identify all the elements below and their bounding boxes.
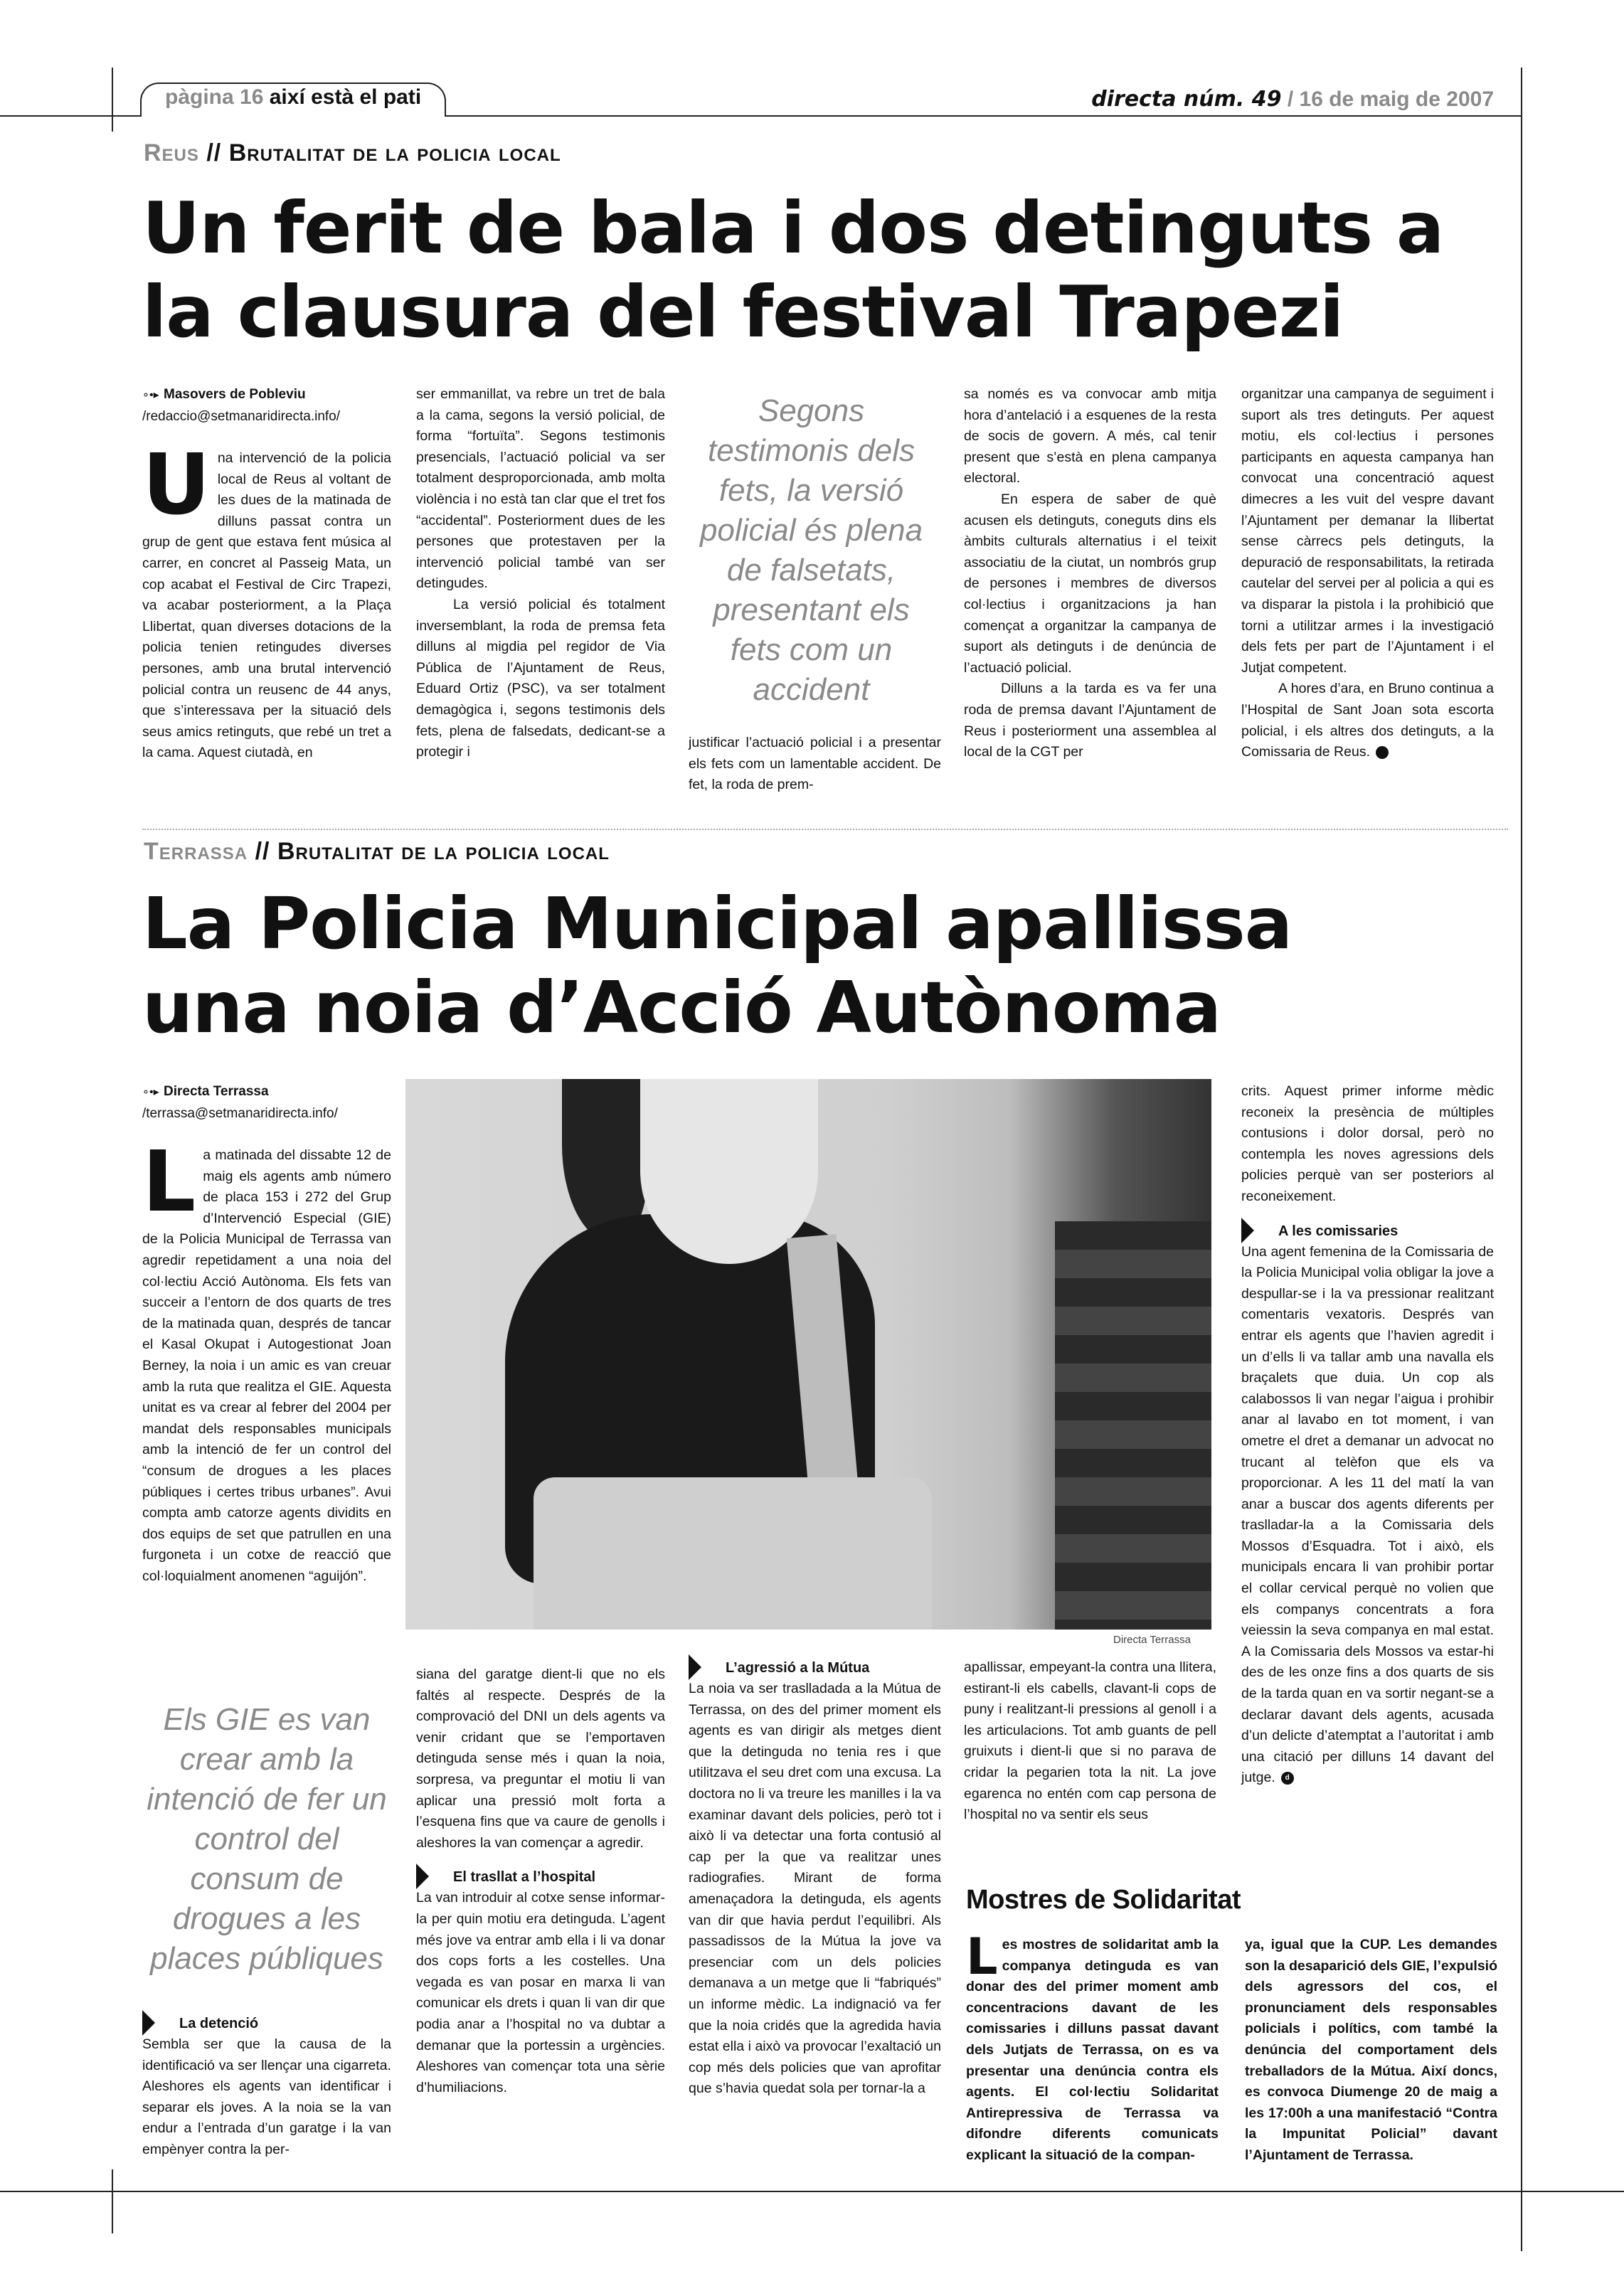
triangle-right-icon <box>142 2010 155 2036</box>
eye-pointer-icon: ∘•▸ <box>142 1086 159 1098</box>
body-text: A hores d’ara, en Bruno continua a l’Hospital de Sant Joan sota escorta policial, i els altres dos detinguts, a la Comissaria de Reus. <box>1241 681 1494 760</box>
sidebar-column-1 <box>966 1928 1219 2167</box>
body-text: sa només es va convocar amb mitja hora d’antelació i a esquenes de la resta de socis de govern. A més, cal tenir present que s’està en plena campanya electoral. <box>964 386 1216 487</box>
body-text: La van introduir al cotxe sense informar-la per quin motiu era detinguda. L’agent més jove va entrar amb ella i li va donar dos cops forts a les costelles. Una vegada es van posar en marxa li van comunicar els drets i quan li van dir que podia anar a l’hospital no va dubtar a demanar que la portessin a urgències. Aleshores van començar tota una sèrie d’humiliacions. <box>416 1890 665 2095</box>
publication-date: / 16 de maig de 2007 <box>1287 87 1494 111</box>
bottom-left-crop-mark <box>112 2169 113 2233</box>
dropcap: L <box>142 1132 196 1231</box>
article-separator <box>142 829 1508 830</box>
body-text: Dilluns a la tarda es va fer una roda de premsa davant l’Ajuntament de Reus i posteriorment una assemblea al local de la CGT per <box>964 681 1216 760</box>
triangle-right-icon <box>1241 1218 1254 1243</box>
body-text: organitzar una campanya de seguiment i suport als tres detinguts. Per aquest motiu, els col·lectius i persones participants en aquesta campanya han convocat una concentració aquest dimecres a les vuit del vespre davant l’Ajuntament per demanar la llibertat sense càrrecs pels detinguts, la depuració de responsabilitats, la retirada cautelar del servei per al policia a qui es va disparar la pistola i la prohibició que torni a utilitzar armes i la investigació dels fets per part de l’Ajuntament i el Jutjat competent. <box>1241 386 1494 676</box>
page-header-left <box>165 85 421 110</box>
publication-issue: directa núm. 49 <box>1091 87 1282 112</box>
body-text: a matinada del dissabte 12 de maig els agents amb número de placa 153 i 272 del Grup d’Intervenció Especial (GIE) de la Policia Municipal de Terrassa van agredir repetidament a una noia del col·lectiu Acció Autònoma. Els fets van succeir a l’entorn de dos quarts de tres de la matinada quan, després de tancar el Kasal Okupat i Autogestionat Joan Berney, la noia i un amic es van creuar amb la ruta que realitza el GIE. Aquesta unitat es va crear al febrer del 2004 per mandat dels responsables municipals amb la intenció de fer un control del “consum de drogues a les places públiques i certes tribus urbanes”. Avui compta amb catorze agents dividits en dos equips de set que patrullen en una furgoneta i un cotxe de reacció que col·loquialment anomenen “aguijón”. <box>142 1147 391 1584</box>
article2-headline: La Policia Municipal apallissa una noia d’Acció Autònoma <box>142 882 1293 1049</box>
body-text: na intervenció de la policia local de Reus al voltant de les dues de la matinada de dilluns passat contra un grup de gent que estava fent música al carrer, en concret al Passeig Mata, un cop acabat el Festival de Circ Trapezi, va acabar posteriorment, a la Plaça Llibertat, quan diverses dotacions de la policia tenien retingudes diverses persones, amb una brutal intervenció policial contra un reusenc de 44 anys, que s’interessava per la situació dels seus amics retinguts, que rebé un tret a la cama. Aquest ciutadà, en <box>142 450 391 761</box>
article1-column-3 <box>689 733 941 796</box>
article1-column-4 <box>964 384 1216 763</box>
body-text: La versió policial és totalment inversemblant, la roda de premsa feta dilluns al migdia pel regidor de Via Pública de l’Ajuntament de Reus, Eduard Ortiz (PSC), va ser totalment demagògica i, segons testimonis dels fets, plena de falsedats, dedicant-se a protegir i <box>416 596 665 760</box>
body-text: es mostres de solidaritat amb la companya detinguda es van donar des del primer moment amb concentracions davant de les comissaries i dilluns passat davant dels Jutjats de Terrassa, on es va presentar una denúncia contra els agents. El col·lectiu Solidaritat Antirepressiva de Terrassa va difondre diferents comunicats explicant la situació de la compan- <box>966 1937 1219 2163</box>
body-text: La noia va ser traslladada a la Mútua de Terrassa, on des del primer moment els agents es van dirigir als metges dient que la detinguda no tenia res i que utilitzava el seu dret com una excusa. La doctora no li va treure les manilles i la va examinar davant dels policies, però tot i això li va detectar una forta contusió al cap per la que va realitzar unes radiografies. Mirant de forma amenaçadora la detinguda, els agents van dir que havia perdut l’equilibri. Als passadissos de la Mútua la jove va presenciar com un dels policies demanava a un metge que li “fabriqués” un informe mèdic. La indignació va fer que la noia cridés que la agredida havia estat ella i això va provocar l’exaltació un cop més dels policies que van aprofitar que s’havia quedat sola per tornar-la a <box>689 1681 941 2097</box>
subhead-la-detencio <box>142 2013 391 2034</box>
article2-pullquote: Els GIE es van crear amb la intenció de fer un control del consum de drogues a les places públiques <box>147 1702 387 1976</box>
body-text: En espera de saber de què acusen els detinguts, coneguts dins els àmbits culturals alternatius i el teixit associatiu de la ciutat, un nombrós grup de persones i membres de diversos col·lectius i organitzacions ja han començat a organitzar la campanya de suport als detinguts i de denúncia de l’actuació policial. <box>964 491 1216 676</box>
article2-column-4 <box>964 1657 1216 1826</box>
subhead-trasllat <box>416 1866 665 1888</box>
subhead-text: La detenció <box>179 2016 259 2031</box>
body-text: justificar l’actuació policial i a presentar els fets com un lamentable accident. De fet, la roda de prem- <box>689 735 941 793</box>
kicker-place: Reus <box>144 139 199 166</box>
kicker-separator: // <box>206 139 222 166</box>
article1-column-2 <box>416 384 665 763</box>
article1-column-5 <box>1241 384 1494 763</box>
directa-logo-icon: d <box>1281 1772 1294 1785</box>
kicker-separator: // <box>255 838 270 865</box>
dropcap: L <box>966 1928 998 1986</box>
article2-column-1 <box>142 1132 391 1587</box>
article2-kicker <box>144 838 610 866</box>
subhead-agressio-mutua <box>689 1657 941 1679</box>
sidebar-column-2 <box>1245 1935 1497 2167</box>
page-header-right <box>1091 87 1494 112</box>
article2-column-2 <box>416 1664 665 2098</box>
article1-column-1 <box>142 435 391 764</box>
photo-stairs <box>1055 1221 1211 1630</box>
photo-arm-sling <box>534 1477 932 1630</box>
body-text: crits. Aquest primer informe mèdic reconeix la presència de múltiples contusions i dolor dorsal, però no contempla les noves agressions dels policies perquè van ser posteriors al reconeixement. <box>1241 1083 1494 1204</box>
left-crop-mark <box>112 68 113 132</box>
author-email[interactable]: /redaccio@setmanaridirecta.info/ <box>142 409 341 424</box>
article1-headline: Un ferit de bala i dos detinguts a la clausura del festival Trapezi <box>142 186 1444 354</box>
article2-column-3 <box>689 1657 941 2100</box>
author-email[interactable]: /terrassa@setmanaridirecta.info/ <box>142 1106 338 1121</box>
body-text: Una agent femenina de la Comissaria de la Policia Municipal volia obligar la jove a despullar-se i la va pressionar realitzant comentaris vexatoris. Després van entrar els agents que l’havien agredit i un d’ells li va tallar amb una navalla els braçalets que duia. Un cop als calabossos li van negar l’aigua i prohibir anar al lavabo en tot moment, i van ometre el dret a demanar un advocat no trucant al telèfon que els va proporcionar. A les 11 del matí la van anar a buscar dos agents diferents per traslladar-la a la Comissaria dels Mossos d’Esquadra. Tot i això, els municipals encara li van prohibir portar el collar cervical perquè no volien que els companys concentrats a fora veiessin la seva companya en mal estat. A la Comissaria dels Mossos va estar-hi des de les onze fins a dos quarts de sis de la tarda quan en va sortir negant-se a declarar davant dels agents, acusada d’un delicte d’atemptat a l’autoritat i amb una citació per dilluns 14 davant del jutge. <box>1241 1243 1494 1786</box>
author-name: Directa Terrassa <box>164 1084 269 1099</box>
article2-column-5 <box>1241 1081 1494 1789</box>
kicker-place: Terrassa <box>144 838 248 865</box>
author-name: Masovers de Pobleviu <box>164 387 306 402</box>
sidebar-title: Mostres de Solidaritat <box>966 1885 1241 1915</box>
subhead-comissaries <box>1241 1221 1494 1242</box>
article2-photo <box>405 1079 1211 1630</box>
article1-byline <box>142 384 398 427</box>
photo-neck-collar <box>640 1079 818 1264</box>
article2-byline <box>142 1081 398 1125</box>
eye-pointer-icon: ∘•▸ <box>142 389 159 401</box>
article2-column-1-lower <box>142 2013 391 2161</box>
directa-logo-icon: d <box>1376 746 1389 759</box>
body-text: Sembla ser que la causa de la identificació va ser llençar una cigarreta. Aleshores els agents van identificar i separar els joves. A la noia se la van endur a l’entrada d’un garatge i la van empènyer contra la per- <box>142 2036 391 2157</box>
article1-pullquote: Segons testimonis dels fets, la versió policial és plena de falsetats, presentant els fets com un accident <box>699 393 923 707</box>
article1-kicker <box>144 139 561 167</box>
body-text: apallissar, empeyant-la contra una llitera, estirant-li els cabells, clavant-li cops de puny i realitzant-li pressions al genoll i a les articulacions. Tot amb guants de pell gruixuts i dient-li que si no parava de cridar la pegarien tota la nit. La jove egarenca no entén com cap persona de l’hospital no va sentir els seus <box>964 1659 1216 1823</box>
subhead-text: A les comissaries <box>1278 1223 1399 1239</box>
body-text: ser emmanillat, va rebre un tret de bala a la cama, segons la versió policial, de forma “fortuïta”. Segons testimonis presencials, l’actuació policial va ser totalment desproporcionada, amb molta violència i no està tan clar que el tret fos “accidental”. Posteriorment dues de les persones que protestaven per la intervenció policial també van ser detingudes. <box>416 386 665 592</box>
section-name: així està el pati <box>269 85 422 109</box>
triangle-right-icon <box>689 1654 701 1680</box>
subhead-text: L’agressió a la Mútua <box>726 1660 870 1676</box>
bottom-rule <box>0 2191 1624 2192</box>
dropcap: U <box>142 435 211 533</box>
page-number: pàgina 16 <box>165 85 264 109</box>
kicker-topic: Brutalitat de la policia local <box>228 139 561 166</box>
body-text: ya, igual que la CUP. Les demandes son la desaparició dels GIE, l’expulsió dels agressors del cos, el pronunciament dels responsables policials i polítics, com també la denúncia del comportament dels treballadors de la Mútua. Així doncs, es convoca Diumenge 20 de maig a les 17:00h a una manifestació “Contra la Impunitat Policial” davant l’Ajuntament de Terrassa. <box>1245 1937 1497 2163</box>
subhead-text: El trasllat a l’hospital <box>453 1869 596 1886</box>
kicker-topic: Brutalitat de la policia local <box>277 838 610 865</box>
photo-credit: Directa Terrassa <box>1113 1634 1191 1646</box>
right-border <box>1521 68 1522 2251</box>
triangle-right-icon <box>416 1864 429 1889</box>
body-text: siana del garatge dient-li que no els faltés al respecte. Després de la comprovació del DNI un dels agents va venir cridant que se l’emportaven detinguda sense més i quan la noia, sorpresa, va preguntar el motiu li van aplicar una pressió molt forta a l’esquena fins que va caure de genolls i aleshores la van començar a agredir. <box>416 1667 665 1851</box>
